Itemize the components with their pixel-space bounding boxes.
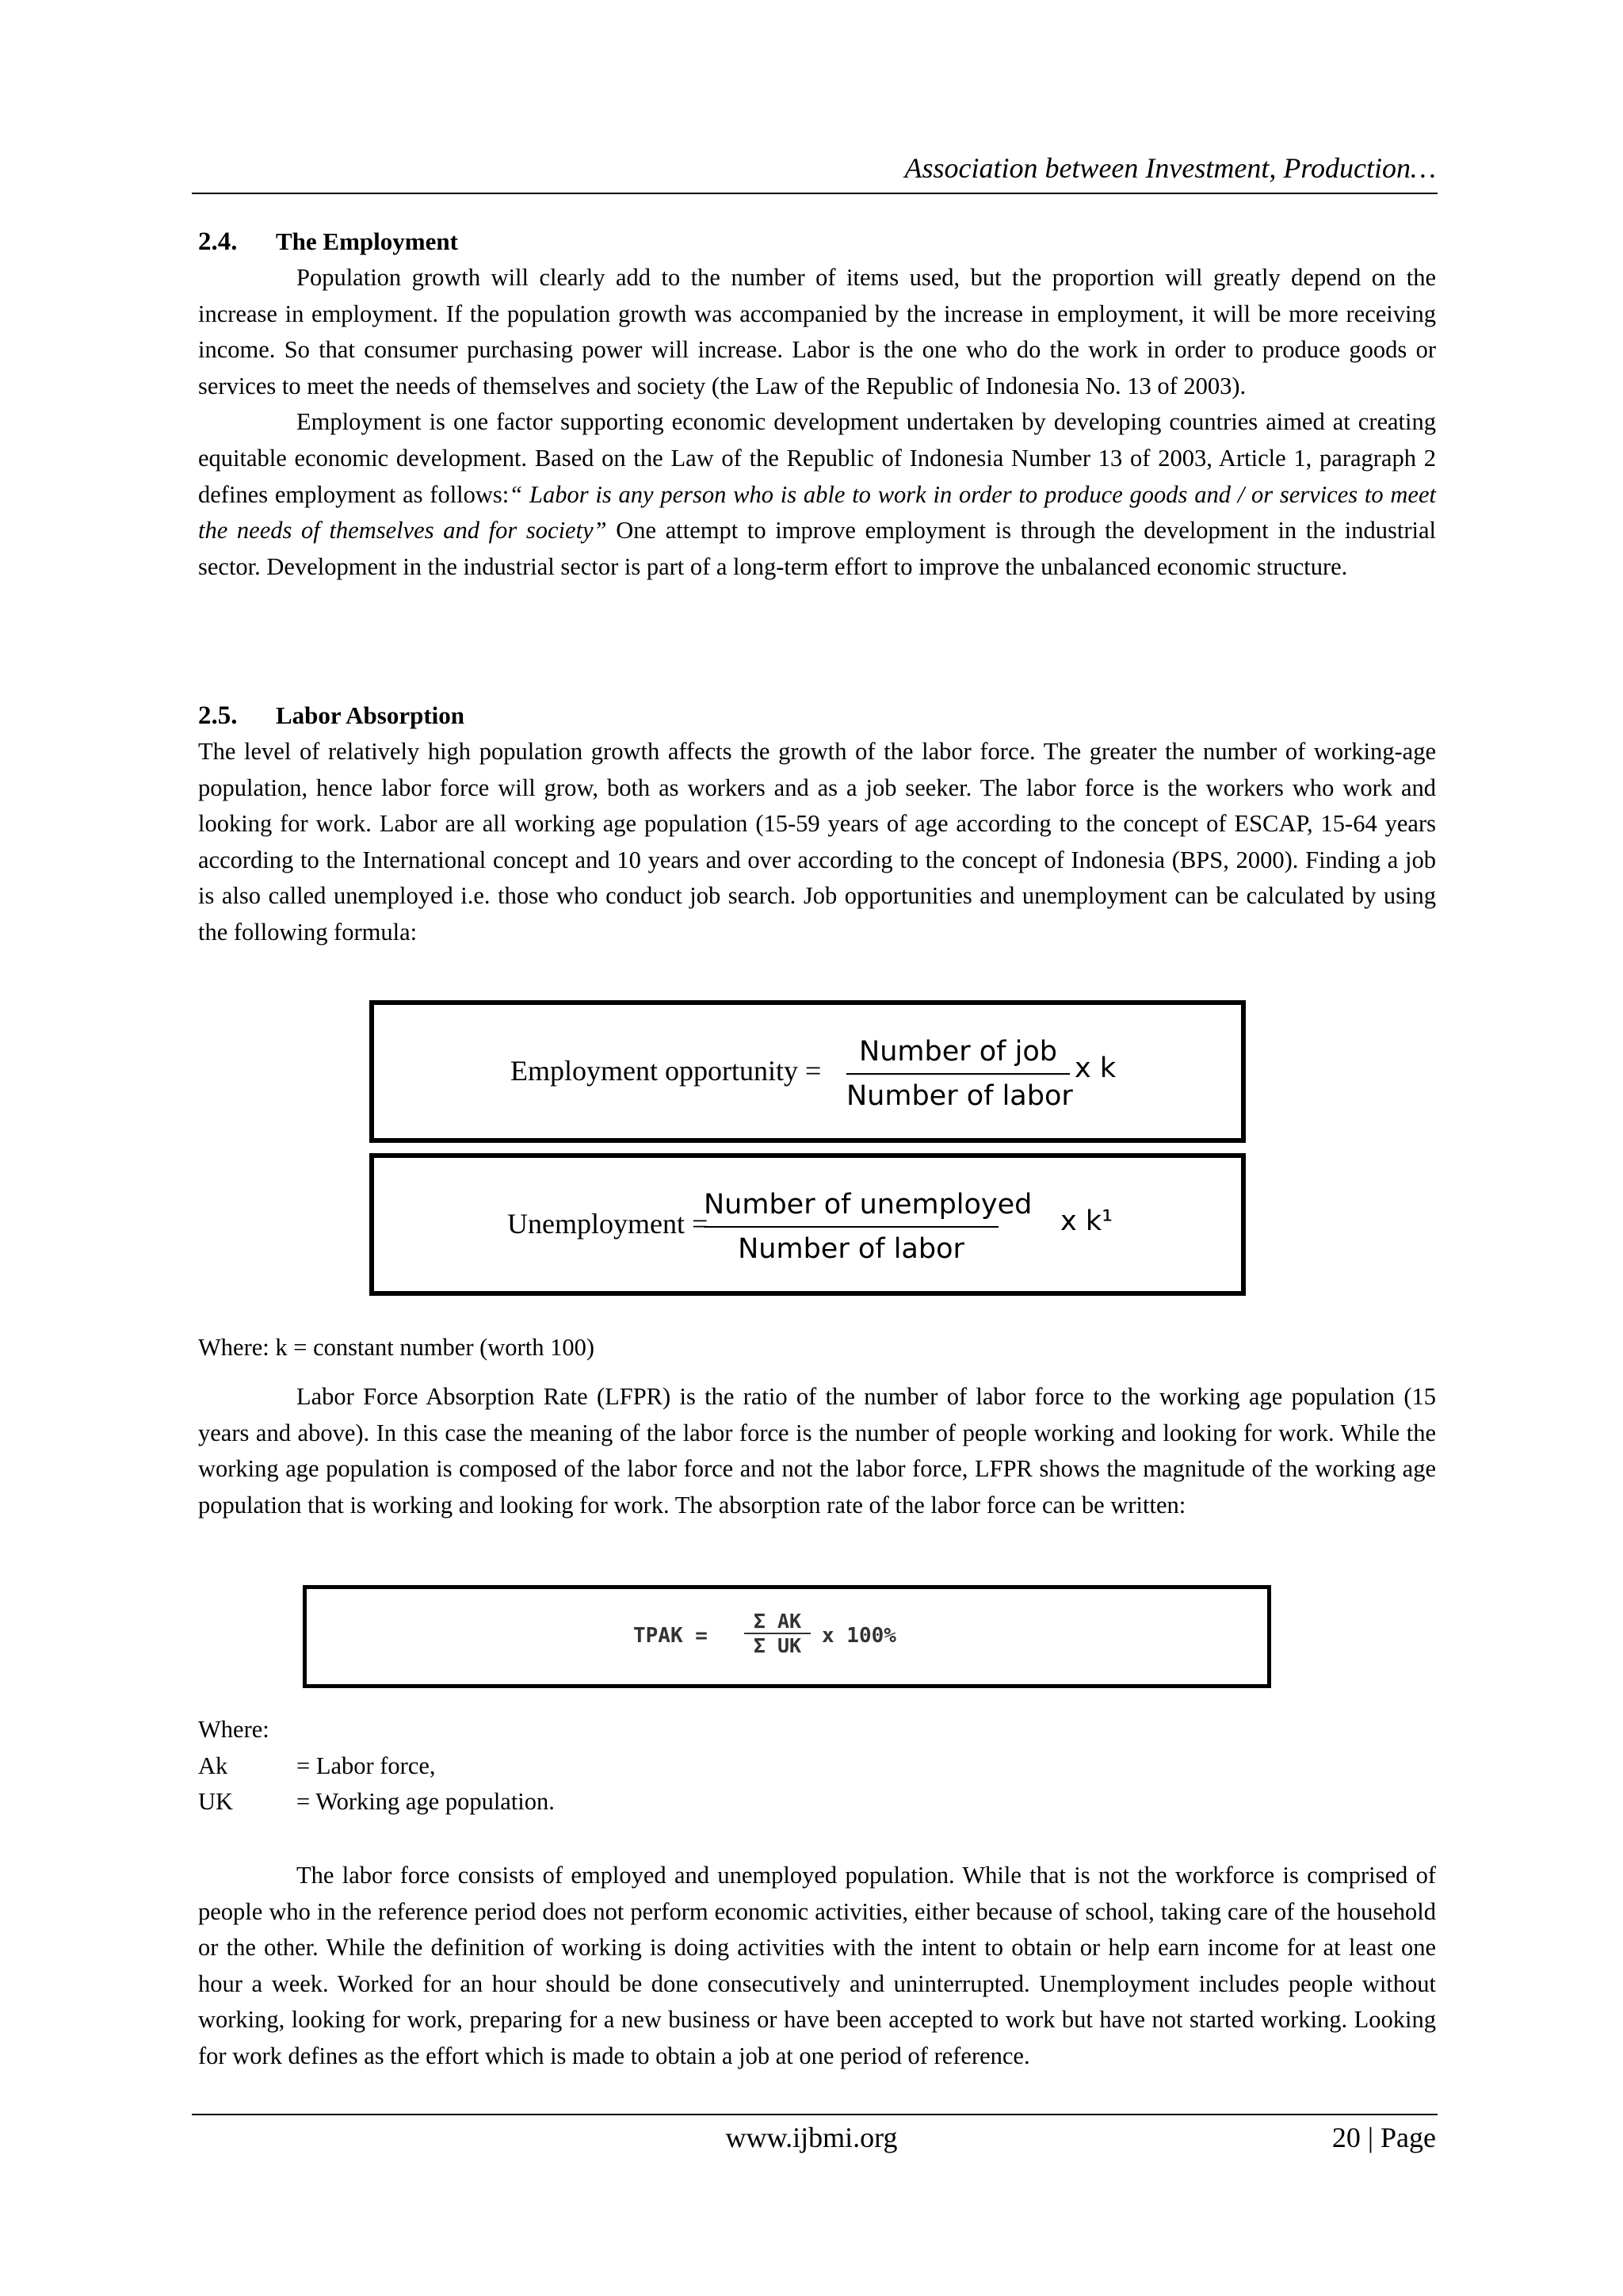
numerator: Number of job — [859, 1036, 1057, 1068]
where-title: Where: — [198, 1716, 269, 1743]
fraction — [744, 1610, 811, 1657]
where-key: Ak — [198, 1752, 228, 1779]
employment-paragraph-2 — [198, 404, 1436, 585]
closing-section — [198, 1858, 1436, 2075]
employment-paragraph-1: Population growth will clearly add to the number of items used, but the proportion will greatly depend on the increase in employment. If the population growth was accompanied by the increase in employment, it will be more receiving income. So that consumer purchasing power will increase. Labor is the one who do the work in order to produce goods or services to meet the needs of themselves and society (the Law of the Republic of Indonesia No. 13 of 2003). — [198, 264, 1436, 399]
lfpr-section — [198, 1379, 1436, 1523]
section-heading — [198, 697, 1436, 734]
unemployment-formula — [369, 1153, 1246, 1296]
numerator: Number of unemployed — [704, 1189, 1033, 1221]
where-row — [198, 1748, 1436, 1785]
paragraph-text: One attempt to improve employment is through the development in the industrial sector. Development in the industrial sector is part of a long-term effort to improve the unbalanced economic structure. — [198, 517, 1436, 580]
section-number: 2.4. — [198, 227, 238, 256]
header-rule — [192, 193, 1438, 194]
section-absorption — [198, 697, 1436, 951]
section-number: 2.5. — [198, 701, 238, 730]
tpak-formula — [303, 1585, 1271, 1688]
multiplier: x k¹ — [1060, 1205, 1113, 1237]
multiplier: x k — [1075, 1052, 1117, 1084]
where-value: = Labor force, — [296, 1752, 436, 1779]
section-title: Labor Absorption — [276, 701, 465, 729]
absorption-paragraph: The level of relatively high population growth affects the growth of the labor force. The greater the number of working-age population, hence labor force will grow, both as workers and as a job seeker. The labor force is the workers who work and looking for work. Labor are all working age population (15-59 years of age according to the concept of ESCAP, 15-64 years according to the International concept and 10 years and over according to the concept of Indonesia (BPS, 2000). Finding a job is also called unemployed i.e. those who conduct job search. Job opportunities and unemployment can be calculated by using the following formula: — [198, 738, 1436, 946]
law-quote: “ Labor is any person who is able to work in order to produce goods and / or services to meet the needs of themselves and for society” — [198, 480, 1436, 544]
section-employment — [198, 223, 1436, 585]
fraction — [704, 1185, 1033, 1269]
where-key: UK — [198, 1788, 234, 1816]
employment-opportunity-formula — [369, 1000, 1246, 1143]
formula-label: TPAK = — [633, 1624, 708, 1648]
denominator: Σ UK — [753, 1634, 802, 1657]
multiplier: x 100% — [822, 1624, 896, 1648]
closing-paragraph: The labor force consists of employed and unemployed population. While that is not the workforce is comprised of people who in the reference period does not perform economic activities, either because of school, taking care of the household or the other. While the definition of working is doing activities with the intent to obtain or help earn income for at least one hour a week. Worked for an hour should be done consecutively and uninterrupted. Unemployment includes people without working, looking for work, preparing for a new business or have been accepted to work but have not started working. Looking for work defines as the effort which is made to obtain a job at one period of reference. — [198, 1862, 1436, 2069]
lfpr-paragraph: Labor Force Absorption Rate (LFPR) is the ratio of the number of labor force to the working age population (15 years and above). In this case the meaning of the labor force is the number of people working and looking for work. While the working age population is composed of the labor force and not the labor force, LFPR shows the magnitude of the working age population that is working and looking for work. The absorption rate of the labor force can be written: — [198, 1383, 1436, 1519]
denominator: Number of labor — [846, 1080, 1073, 1112]
fraction-bar — [704, 1226, 999, 1228]
where-value: = Working age population. — [296, 1788, 555, 1816]
footer-url: www.ijbmi.org — [725, 2122, 898, 2153]
where-k-note: Where: k = constant number (worth 100) — [198, 1334, 594, 1361]
fraction-bar — [846, 1073, 1070, 1075]
denominator: Number of labor — [738, 1233, 964, 1265]
page-number: 20 | Page — [1331, 2122, 1436, 2153]
where-block — [198, 1712, 1436, 1820]
paragraph-text: Employment is one factor supporting economic development undertaken by developing countries aimed at creating equitable economic development. Based on the Law of the Republic of Indonesia Number 13 of 2003, Article 1, paragraph 2 defines employment as follows: — [198, 408, 1436, 508]
where-row — [198, 1784, 1436, 1820]
formula-label: Unemployment = — [507, 1208, 708, 1240]
section-heading — [198, 223, 1436, 260]
footer-rule — [192, 2114, 1438, 2115]
section-title: The Employment — [276, 227, 458, 255]
formula-label: Employment opportunity = — [510, 1055, 822, 1087]
numerator: Σ AK — [753, 1610, 802, 1633]
running-header: Association between Investment, Production… — [904, 152, 1436, 184]
fraction — [846, 1032, 1073, 1116]
